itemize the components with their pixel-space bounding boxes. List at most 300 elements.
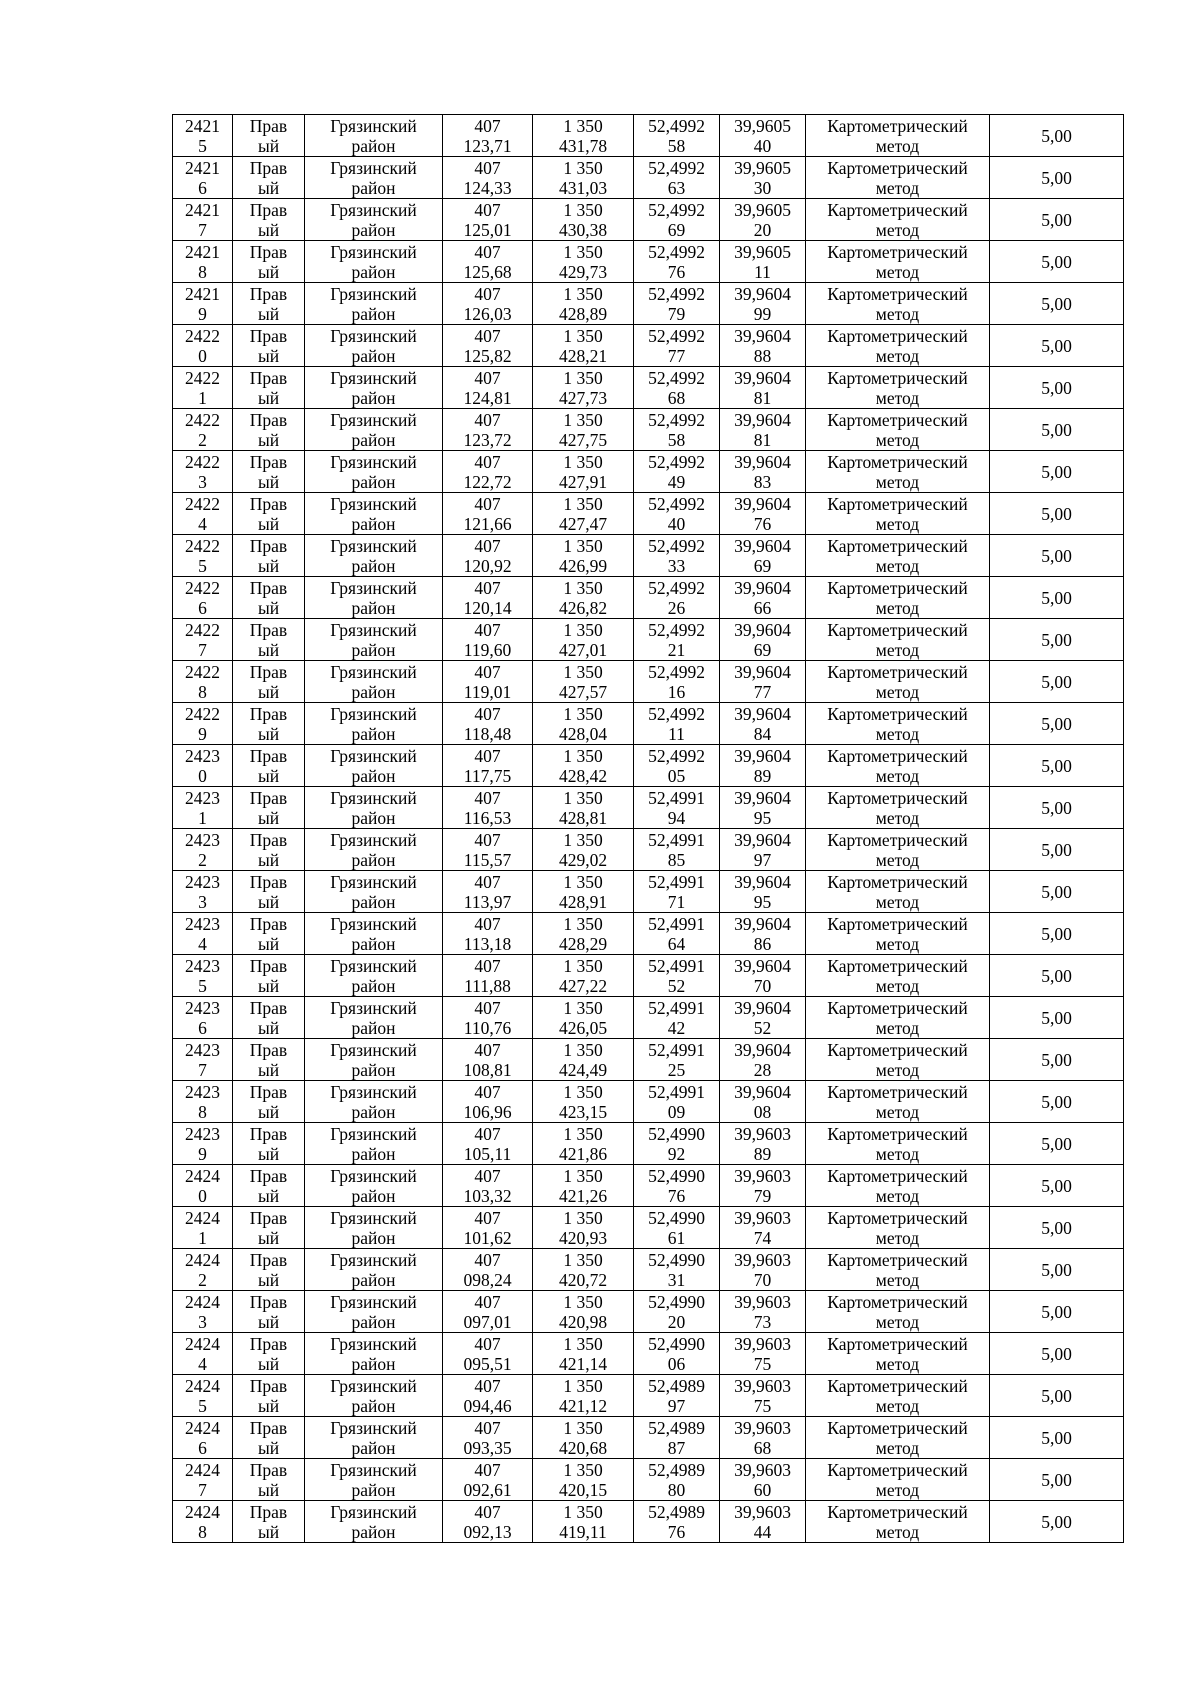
cell-text: Грязинский (330, 661, 417, 682)
district-cell (305, 577, 443, 619)
cell-text: 097,01 (463, 1311, 512, 1332)
cell-text: 39,9604 (734, 703, 791, 724)
cell-text: 4 (198, 933, 207, 954)
cell-text: 0 (198, 345, 207, 366)
accuracy-cell (990, 409, 1124, 451)
cell-text: 39,9604 (734, 409, 791, 430)
method-cell (806, 577, 990, 619)
latitude-cell (634, 1459, 720, 1501)
accuracy-cell (990, 325, 1124, 367)
cell-text: 52,4990 (648, 1165, 705, 1186)
cell-text: 1 350 (563, 577, 603, 598)
cell-text: метод (875, 891, 920, 912)
cell-text: 39,9604 (734, 661, 791, 682)
cell-text: Картометрический (827, 1417, 968, 1438)
cell-text: 52,4990 (648, 1123, 705, 1144)
cell-text: 1 350 (563, 1207, 603, 1228)
cell-text: Картометрический (827, 1501, 968, 1522)
cell-text: Прав (249, 1207, 288, 1228)
district-cell (305, 829, 443, 871)
accuracy-cell (990, 577, 1124, 619)
table-row (173, 367, 1124, 409)
cell-text: 5 (198, 975, 207, 996)
cell-text: 39,9603 (734, 1207, 791, 1228)
cell-text: район (351, 1269, 396, 1290)
cell-text: 5,00 (1041, 671, 1072, 692)
cell-text: ый (257, 135, 280, 156)
cell-text: 52,4990 (648, 1333, 705, 1354)
x-coordinate-cell (443, 577, 533, 619)
cell-text: ый (257, 765, 280, 786)
cell-text: 5,00 (1041, 1133, 1072, 1154)
cell-text: 1 350 (563, 409, 603, 430)
cell-text: 52 (667, 975, 686, 996)
bank-side-cell (233, 1417, 305, 1459)
point-number-cell (173, 955, 233, 997)
cell-text: 2424 (185, 1291, 220, 1312)
longitude-cell (720, 1207, 806, 1249)
longitude-cell (720, 997, 806, 1039)
x-coordinate-cell (443, 871, 533, 913)
cell-text: 428,42 (558, 765, 608, 786)
y-coordinate-cell (533, 1291, 634, 1333)
table-row (173, 1501, 1124, 1543)
cell-text: Прав (249, 577, 288, 598)
table-row (173, 661, 1124, 703)
cell-text: Прав (249, 1375, 288, 1396)
point-number-cell (173, 1459, 233, 1501)
cell-text: 2424 (185, 1333, 220, 1354)
accuracy-cell (990, 1459, 1124, 1501)
cell-text: 5,00 (1041, 839, 1072, 860)
x-coordinate-cell (443, 1459, 533, 1501)
latitude-cell (634, 745, 720, 787)
cell-text: Картометрический (827, 1459, 968, 1480)
cell-text: метод (875, 639, 920, 660)
cell-text: ый (257, 807, 280, 828)
table-row (173, 1333, 1124, 1375)
cell-text: 1 350 (563, 535, 603, 556)
y-coordinate-cell (533, 493, 634, 535)
cell-text: Прав (249, 1123, 288, 1144)
point-number-cell (173, 787, 233, 829)
cell-text: 5,00 (1041, 1007, 1072, 1028)
method-cell (806, 283, 990, 325)
cell-text: 39,9604 (734, 955, 791, 976)
cell-text: 407 (474, 1249, 501, 1270)
cell-text: Прав (249, 997, 288, 1018)
cell-text: 407 (474, 955, 501, 976)
accuracy-cell (990, 1249, 1124, 1291)
cell-text: ый (257, 681, 280, 702)
point-number-cell (173, 241, 233, 283)
y-coordinate-cell (533, 241, 634, 283)
x-coordinate-cell (443, 1207, 533, 1249)
cell-text: 407 (474, 451, 501, 472)
cell-text: Картометрический (827, 325, 968, 346)
cell-text: 8 (198, 1101, 207, 1122)
cell-text: Картометрический (827, 871, 968, 892)
cell-text: 49 (667, 471, 686, 492)
cell-text: 116,53 (463, 807, 512, 828)
cell-text: 52,4992 (648, 493, 705, 514)
accuracy-cell (990, 955, 1124, 997)
cell-text: 2423 (185, 913, 220, 934)
x-coordinate-cell (443, 283, 533, 325)
cell-text: Грязинский (330, 1081, 417, 1102)
cell-text: 5,00 (1041, 713, 1072, 734)
cell-text: ый (257, 891, 280, 912)
cell-text: ый (257, 387, 280, 408)
latitude-cell (634, 283, 720, 325)
method-cell (806, 1207, 990, 1249)
cell-text: Грязинский (330, 451, 417, 472)
cell-text: 7 (198, 1059, 207, 1080)
district-cell (305, 241, 443, 283)
cell-text: 52,4992 (648, 409, 705, 430)
cell-text: район (351, 1353, 396, 1374)
district-cell (305, 493, 443, 535)
cell-text: Картометрический (827, 997, 968, 1018)
cell-text: Картометрический (827, 409, 968, 430)
cell-text: 52,4990 (648, 1207, 705, 1228)
cell-text: Грязинский (330, 157, 417, 178)
cell-text: Грязинский (330, 955, 417, 976)
cell-text: 428,21 (558, 345, 608, 366)
table-row (173, 619, 1124, 661)
cell-text: 68 (667, 387, 686, 408)
cell-text: метод (875, 933, 920, 954)
cell-text: 407 (474, 1165, 501, 1186)
cell-text: 52,4992 (648, 535, 705, 556)
cell-text: 5 (198, 555, 207, 576)
cell-text: 429,73 (558, 261, 608, 282)
cell-text: 81 (753, 387, 772, 408)
cell-text: 31 (667, 1269, 686, 1290)
cell-text: район (351, 135, 396, 156)
cell-text: 407 (474, 1459, 501, 1480)
cell-text: 113,18 (463, 933, 512, 954)
district-cell (305, 535, 443, 577)
cell-text: 39,9604 (734, 451, 791, 472)
method-cell (806, 367, 990, 409)
cell-text: метод (875, 765, 920, 786)
cell-text: Картометрический (827, 241, 968, 262)
district-cell (305, 787, 443, 829)
district-cell (305, 325, 443, 367)
district-cell (305, 115, 443, 157)
table-row (173, 997, 1124, 1039)
cell-text: 103,32 (463, 1185, 512, 1206)
cell-text: Картометрический (827, 1165, 968, 1186)
cell-text: метод (875, 849, 920, 870)
cell-text: район (351, 429, 396, 450)
cell-text: Картометрический (827, 1291, 968, 1312)
district-cell (305, 367, 443, 409)
cell-text: Прав (249, 1081, 288, 1102)
cell-text: 20 (667, 1311, 686, 1332)
cell-text: 86 (753, 933, 772, 954)
latitude-cell (634, 577, 720, 619)
cell-text: 87 (667, 1437, 686, 1458)
table-row (173, 1207, 1124, 1249)
cell-text: 2421 (185, 241, 220, 262)
longitude-cell (720, 829, 806, 871)
cell-text: 407 (474, 1039, 501, 1060)
method-cell (806, 451, 990, 493)
latitude-cell (634, 409, 720, 451)
longitude-cell (720, 1333, 806, 1375)
bank-side-cell (233, 157, 305, 199)
accuracy-cell (990, 661, 1124, 703)
cell-text: Картометрический (827, 661, 968, 682)
cell-text: Картометрический (827, 1249, 968, 1270)
latitude-cell (634, 199, 720, 241)
district-cell (305, 1375, 443, 1417)
cell-text: 40 (753, 135, 772, 156)
y-coordinate-cell (533, 619, 634, 661)
table-row (173, 283, 1124, 325)
cell-text: 6 (198, 1017, 207, 1038)
cell-text: 09 (667, 1101, 686, 1122)
cell-text: 5,00 (1041, 335, 1072, 356)
cell-text: 2422 (185, 703, 220, 724)
method-cell (806, 787, 990, 829)
cell-text: 1 350 (563, 1333, 603, 1354)
cell-text: 7 (198, 219, 207, 240)
longitude-cell (720, 157, 806, 199)
cell-text: 098,24 (463, 1269, 512, 1290)
cell-text: ый (257, 429, 280, 450)
bank-side-cell (233, 1249, 305, 1291)
cell-text: 119,01 (463, 681, 512, 702)
longitude-cell (720, 1249, 806, 1291)
cell-text: 5 (198, 135, 207, 156)
cell-text: Картометрический (827, 535, 968, 556)
cell-text: метод (875, 1185, 920, 1206)
cell-text: 52,4992 (648, 745, 705, 766)
cell-text: Грязинский (330, 241, 417, 262)
cell-text: 4 (198, 1353, 207, 1374)
cell-text: 69 (753, 555, 772, 576)
accuracy-cell (990, 199, 1124, 241)
cell-text: 39,9603 (734, 1249, 791, 1270)
bank-side-cell (233, 745, 305, 787)
y-coordinate-cell (533, 283, 634, 325)
cell-text: Грязинский (330, 115, 417, 136)
cell-text: район (351, 681, 396, 702)
cell-text: 1 350 (563, 1081, 603, 1102)
bank-side-cell (233, 913, 305, 955)
cell-text: Картометрический (827, 1375, 968, 1396)
table-row (173, 955, 1124, 997)
cell-text: 39,9604 (734, 829, 791, 850)
cell-text: 5,00 (1041, 923, 1072, 944)
cell-text: 39,9604 (734, 997, 791, 1018)
cell-text: 122,72 (463, 471, 512, 492)
cell-text: 5,00 (1041, 1385, 1072, 1406)
y-coordinate-cell (533, 451, 634, 493)
point-number-cell (173, 1081, 233, 1123)
cell-text: 52,4992 (648, 115, 705, 136)
bank-side-cell (233, 661, 305, 703)
x-coordinate-cell (443, 1501, 533, 1543)
cell-text: 95 (753, 891, 772, 912)
cell-text: 52,4992 (648, 451, 705, 472)
cell-text: 52,4991 (648, 1081, 705, 1102)
longitude-cell (720, 1081, 806, 1123)
cell-text: 120,14 (463, 597, 512, 618)
longitude-cell (720, 199, 806, 241)
cell-text: Грязинский (330, 1417, 417, 1438)
y-coordinate-cell (533, 829, 634, 871)
table-row (173, 493, 1124, 535)
y-coordinate-cell (533, 1165, 634, 1207)
y-coordinate-cell (533, 535, 634, 577)
cell-text: 39,9605 (734, 115, 791, 136)
cell-text: 39,9604 (734, 535, 791, 556)
cell-text: 5,00 (1041, 1301, 1072, 1322)
cell-text: 7 (198, 1479, 207, 1500)
cell-text: 52,4990 (648, 1291, 705, 1312)
cell-text: 52,4992 (648, 577, 705, 598)
table-row (173, 241, 1124, 283)
accuracy-cell (990, 1333, 1124, 1375)
cell-text: ый (257, 471, 280, 492)
y-coordinate-cell (533, 157, 634, 199)
cell-text: 2 (198, 849, 207, 870)
cell-text: Прав (249, 1333, 288, 1354)
latitude-cell (634, 913, 720, 955)
cell-text: Картометрический (827, 1207, 968, 1228)
cell-text: 2 (198, 429, 207, 450)
cell-text: 2424 (185, 1417, 220, 1438)
table-row (173, 1039, 1124, 1081)
cell-text: Грязинский (330, 535, 417, 556)
bank-side-cell (233, 409, 305, 451)
cell-text: 1 350 (563, 619, 603, 640)
cell-text: 1 350 (563, 199, 603, 220)
cell-text: ый (257, 639, 280, 660)
cell-text: район (351, 1227, 396, 1248)
cell-text: 1 350 (563, 1123, 603, 1144)
x-coordinate-cell (443, 157, 533, 199)
cell-text: 58 (667, 135, 686, 156)
cell-text: Прав (249, 913, 288, 934)
cell-text: Прав (249, 367, 288, 388)
cell-text: метод (875, 303, 920, 324)
cell-text: 2423 (185, 745, 220, 766)
cell-text: 39,9604 (734, 577, 791, 598)
table-row (173, 157, 1124, 199)
longitude-cell (720, 661, 806, 703)
y-coordinate-cell (533, 1501, 634, 1543)
cell-text: 407 (474, 913, 501, 934)
latitude-cell (634, 1417, 720, 1459)
x-coordinate-cell (443, 787, 533, 829)
cell-text: Картометрический (827, 955, 968, 976)
x-coordinate-cell (443, 1375, 533, 1417)
cell-text: 1 350 (563, 451, 603, 472)
cell-text: 428,29 (558, 933, 608, 954)
accuracy-cell (990, 745, 1124, 787)
longitude-cell (720, 955, 806, 997)
bank-side-cell (233, 1165, 305, 1207)
cell-text: 427,73 (558, 387, 608, 408)
cell-text: 113,97 (463, 891, 512, 912)
y-coordinate-cell (533, 1459, 634, 1501)
cell-text: 5,00 (1041, 377, 1072, 398)
cell-text: 2423 (185, 997, 220, 1018)
coordinates-table (172, 114, 1124, 1543)
point-number-cell (173, 997, 233, 1039)
cell-text: 39,9605 (734, 199, 791, 220)
table-row (173, 1165, 1124, 1207)
latitude-cell (634, 115, 720, 157)
cell-text: Картометрический (827, 199, 968, 220)
accuracy-cell (990, 829, 1124, 871)
cell-text: Прав (249, 1459, 288, 1480)
cell-text: 1 (198, 807, 207, 828)
cell-text: 39,9604 (734, 367, 791, 388)
point-number-cell (173, 115, 233, 157)
point-number-cell (173, 1501, 233, 1543)
latitude-cell (634, 1081, 720, 1123)
cell-text: 84 (753, 723, 772, 744)
cell-text: Прав (249, 1039, 288, 1060)
cell-text: 52,4991 (648, 829, 705, 850)
method-cell (806, 325, 990, 367)
cell-text: 26 (667, 597, 686, 618)
point-number-cell (173, 871, 233, 913)
cell-text: 1 350 (563, 1417, 603, 1438)
cell-text: 52,4990 (648, 1249, 705, 1270)
cell-text: 5,00 (1041, 167, 1072, 188)
cell-text: Картометрический (827, 745, 968, 766)
method-cell (806, 115, 990, 157)
cell-text: 407 (474, 1207, 501, 1228)
bank-side-cell (233, 115, 305, 157)
method-cell (806, 157, 990, 199)
cell-text: метод (875, 975, 920, 996)
cell-text: район (351, 597, 396, 618)
x-coordinate-cell (443, 619, 533, 661)
bank-side-cell (233, 1039, 305, 1081)
cell-text: 63 (667, 177, 686, 198)
cell-text: 5,00 (1041, 1049, 1072, 1070)
cell-text: Грязинский (330, 1249, 417, 1270)
cell-text: Прав (249, 1417, 288, 1438)
cell-text: 52,4991 (648, 955, 705, 976)
cell-text: 6 (198, 177, 207, 198)
x-coordinate-cell (443, 451, 533, 493)
district-cell (305, 1123, 443, 1165)
cell-text: 2423 (185, 871, 220, 892)
cell-text: 0 (198, 765, 207, 786)
cell-text: 21 (667, 639, 686, 660)
cell-text: 421,14 (558, 1353, 608, 1374)
x-coordinate-cell (443, 745, 533, 787)
cell-text: ый (257, 1521, 280, 1542)
district-cell (305, 1165, 443, 1207)
cell-text: 73 (753, 1311, 772, 1332)
cell-text: район (351, 975, 396, 996)
cell-text: 420,15 (558, 1479, 608, 1500)
cell-text: 52,4989 (648, 1375, 705, 1396)
cell-text: 407 (474, 619, 501, 640)
cell-text: 2424 (185, 1249, 220, 1270)
cell-text: Картометрический (827, 157, 968, 178)
